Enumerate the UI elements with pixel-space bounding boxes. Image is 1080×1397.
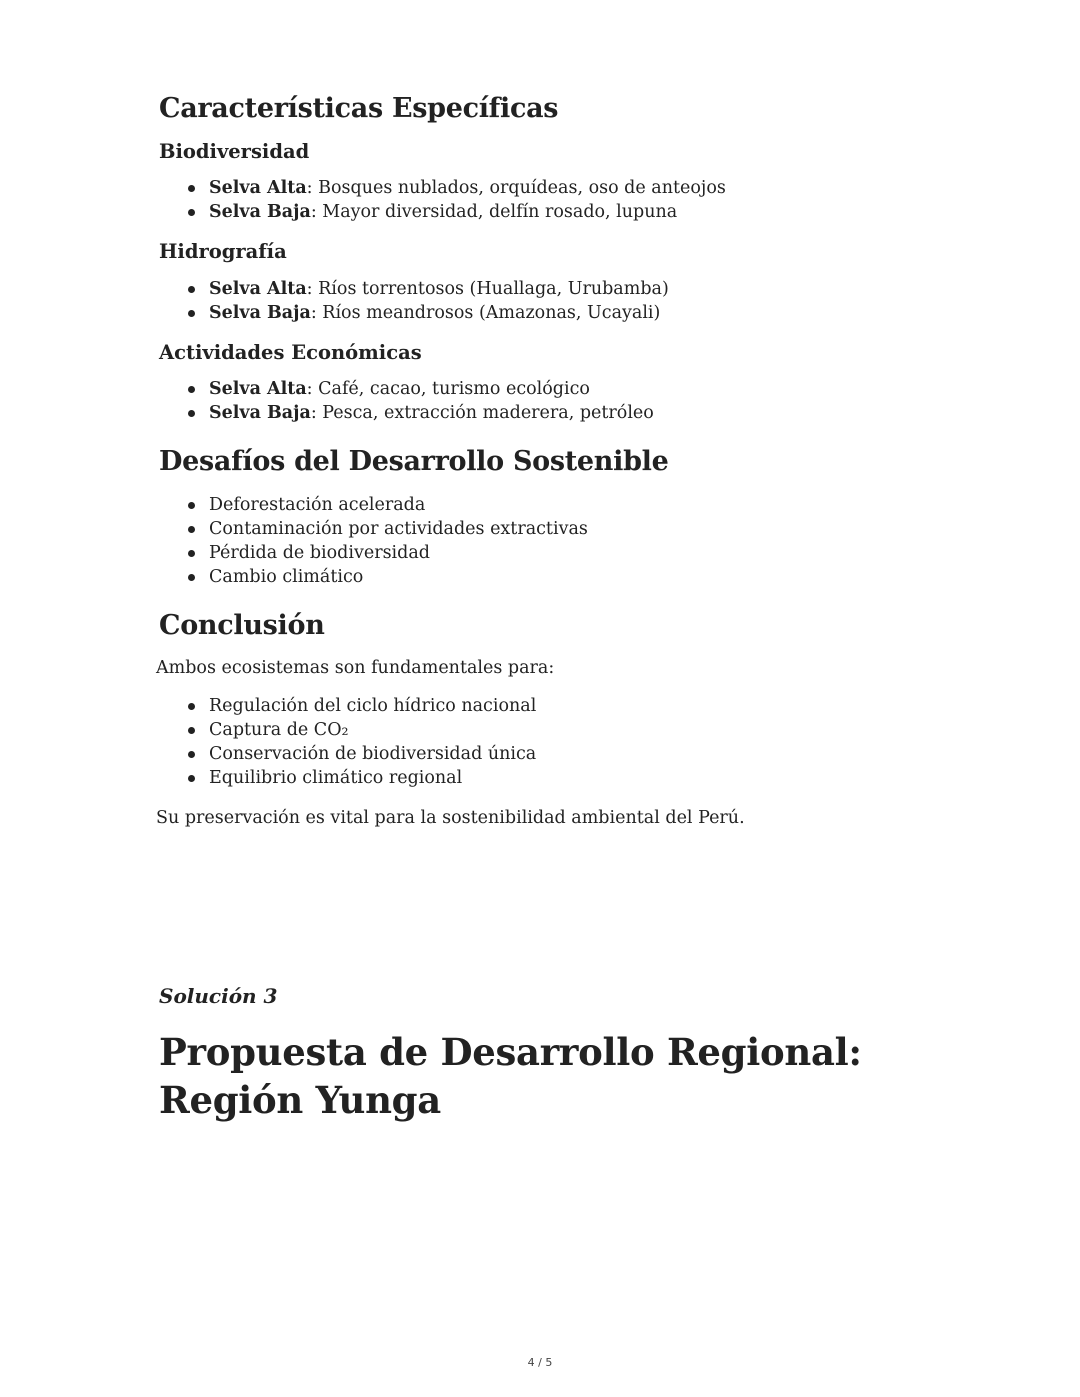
list-item: Equilibrio climático regional (209, 766, 919, 790)
list-conclusion (159, 694, 919, 790)
page-number: 4 / 5 (527, 1356, 553, 1369)
heading-desafios: Desafíos del Desarrollo Sostenible (159, 445, 669, 477)
list-item: Conservación de biodiversidad única (209, 742, 919, 766)
conclusion-intro: Ambos ecosistemas son fundamentales para: (156, 658, 555, 679)
heading-conclusion: Conclusión (159, 609, 325, 641)
list-actividades (159, 377, 919, 425)
item-text: : Bosques nublados, orquídeas, oso de anteojos (306, 178, 726, 199)
item-text: : Café, cacao, turismo ecológico (306, 378, 590, 399)
document-content (156, 92, 919, 844)
list-hidrografia (159, 277, 919, 325)
heading-caracteristicas: Características Específicas (159, 93, 559, 124)
list-item (209, 277, 919, 301)
list-item: Regulación del ciclo hídrico nacional (209, 694, 919, 718)
item-label: Selva Baja (209, 302, 311, 323)
solution-title: Propuesta de Desarrollo Regional: Región Yunga (159, 1030, 862, 1122)
list-item: Captura de CO₂ (209, 718, 919, 742)
list-item: Deforestación acelerada (209, 493, 919, 517)
list-item: Pérdida de biodiversidad (209, 541, 919, 565)
heading-biodiversidad: Biodiversidad (159, 139, 310, 163)
heading-actividades: Actividades Económicas (159, 340, 422, 364)
item-text: : Pesca, extracción maderera, petróleo (310, 402, 654, 423)
heading-hidrografia: Hidrografía (159, 240, 287, 264)
list-item (209, 377, 919, 401)
item-label: Selva Alta (209, 178, 307, 199)
item-label: Selva Baja (209, 402, 311, 423)
list-biodiversidad (159, 176, 919, 224)
list-item (209, 401, 919, 425)
item-label: Selva Alta (209, 278, 307, 299)
list-item (209, 200, 919, 224)
list-item (209, 301, 919, 325)
list-item (209, 176, 919, 200)
item-label: Selva Alta (209, 378, 307, 399)
item-text: : Ríos torrentosos (Huallaga, Urubamba) (306, 278, 669, 299)
item-label: Selva Baja (209, 202, 311, 223)
list-item: Contaminación por actividades extractivas (209, 517, 919, 541)
item-text: : Mayor diversidad, delfín rosado, lupuna (310, 202, 678, 223)
list-item: Cambio climático (209, 565, 919, 589)
item-text: : Ríos meandrosos (Amazonas, Ucayali) (310, 302, 661, 323)
list-desafios (159, 493, 919, 589)
solution-label: Solución 3 (159, 984, 278, 1008)
conclusion-closing: Su preservación es vital para la sostenibilidad ambiental del Perú. (156, 808, 745, 829)
